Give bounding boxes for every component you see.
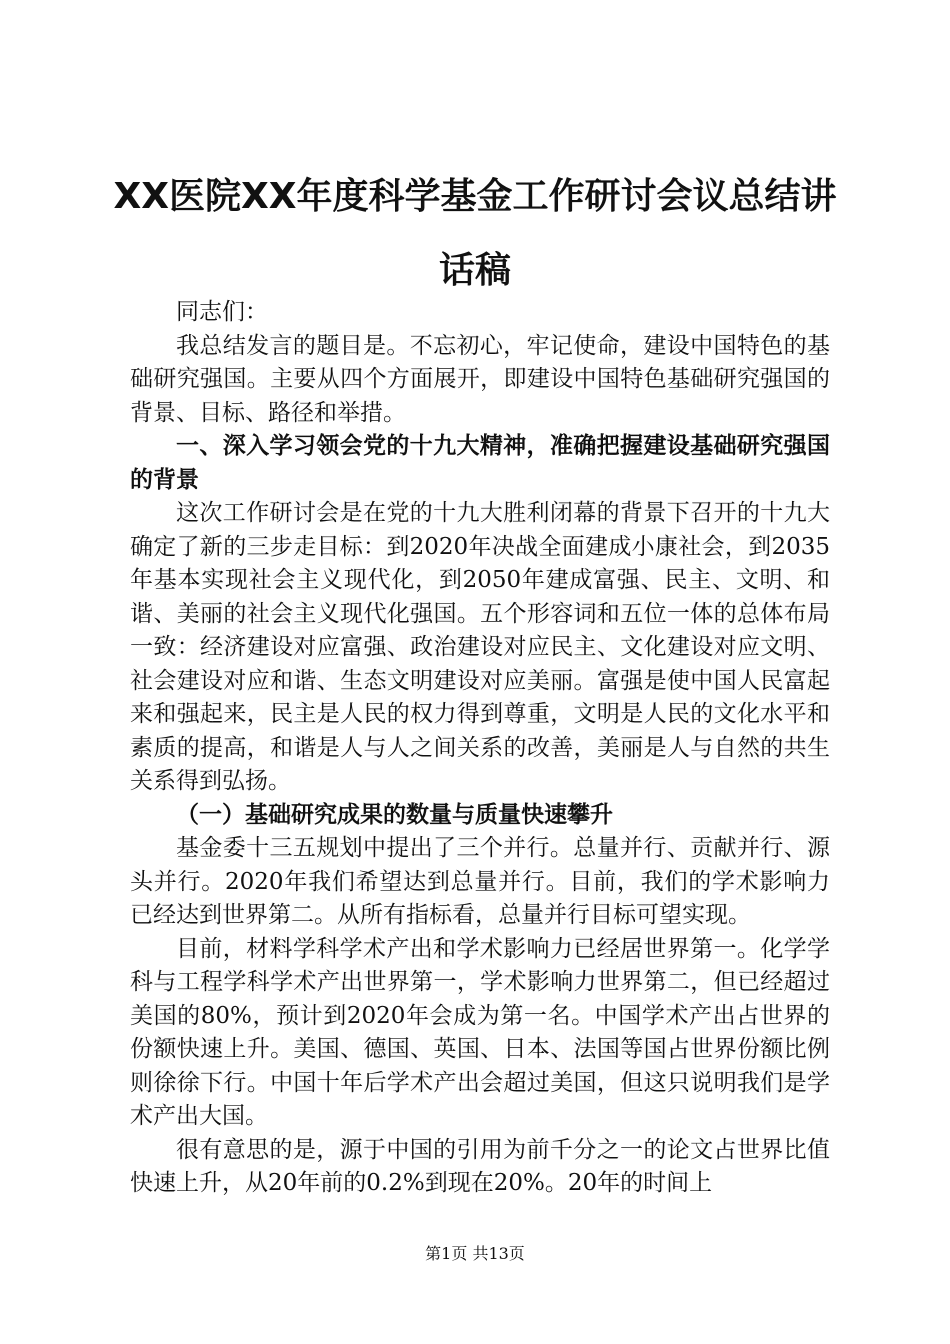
paragraph-intro: 我总结发言的题目是。不忘初心，牢记使命，建设中国特色的基础研究强国。主要从四个方面展开，即建设中国特色基础研究强国的背景、目标、路径和举措。 bbox=[130, 332, 830, 426]
page-number-footer: 第1页 共13页 bbox=[425, 1244, 525, 1263]
subsection-heading-1: （一）基础研究成果的数量与质量快速攀升 bbox=[176, 801, 613, 828]
paragraph-plan: 基金委十三五规划中提出了三个并行。总量并行、贡献并行、源头并行。2020年我们希望达到总量并行。目前，我们的学术影响力已经达到世界第二。从所有指标看，总量并行目标可望实现。 bbox=[130, 835, 830, 928]
section-heading-1: 一、深入学习领会党的十九大精神，准确把握建设基础研究强国的背景 bbox=[130, 433, 830, 493]
document-title: XX医院XX年度科学基金工作研讨会议总结讲话稿 bbox=[113, 176, 837, 291]
document-body bbox=[130, 296, 830, 1201]
greeting: 同志们： bbox=[176, 299, 268, 325]
paragraph-background: 这次工作研讨会是在党的十九大胜利闭幕的背景下召开的十九大确定了新的三步走目标：到2020年决战全面建成小康社会，到2035年基本实现社会主义现代化，到2050年建成富强、民主、文明、和谐、美丽的社会主义现代化强国。五个形容词和五位一体的总体布局一致：经济建设对应富强、政治建设对应民主、文化建设对应文明、社会建设对应和谐、生态文明建设对应美丽。富强是使中国人民富起来和强起来，民主是人民的权力得到尊重，文明是人民的文化水平和素质的提高，和谐是人与人之间关系的改善，美丽是人与自然的共生关系得到弘扬。 bbox=[130, 500, 830, 794]
paragraph-citations: 很有意思的是，源于中国的引用为前千分之一的论文占世界比值快速上升，从20年前的0.2%到现在20%。20年的时间上 bbox=[130, 1136, 830, 1196]
paragraph-materials: 目前，材料学科学术产出和学术影响力已经居世界第一。化学学科与工程学科学术产出世界第一，学术影响力世界第二，但已经超过美国的80%，预计到2020年会成为第一名。中国学术产出占世界的份额快速上升。美国、德国、英国、日本、法国等国占世界份额比例则徐徐下行。中国十年后学术产出会超过美国，但这只说明我们是学术产出大国。 bbox=[130, 935, 830, 1129]
